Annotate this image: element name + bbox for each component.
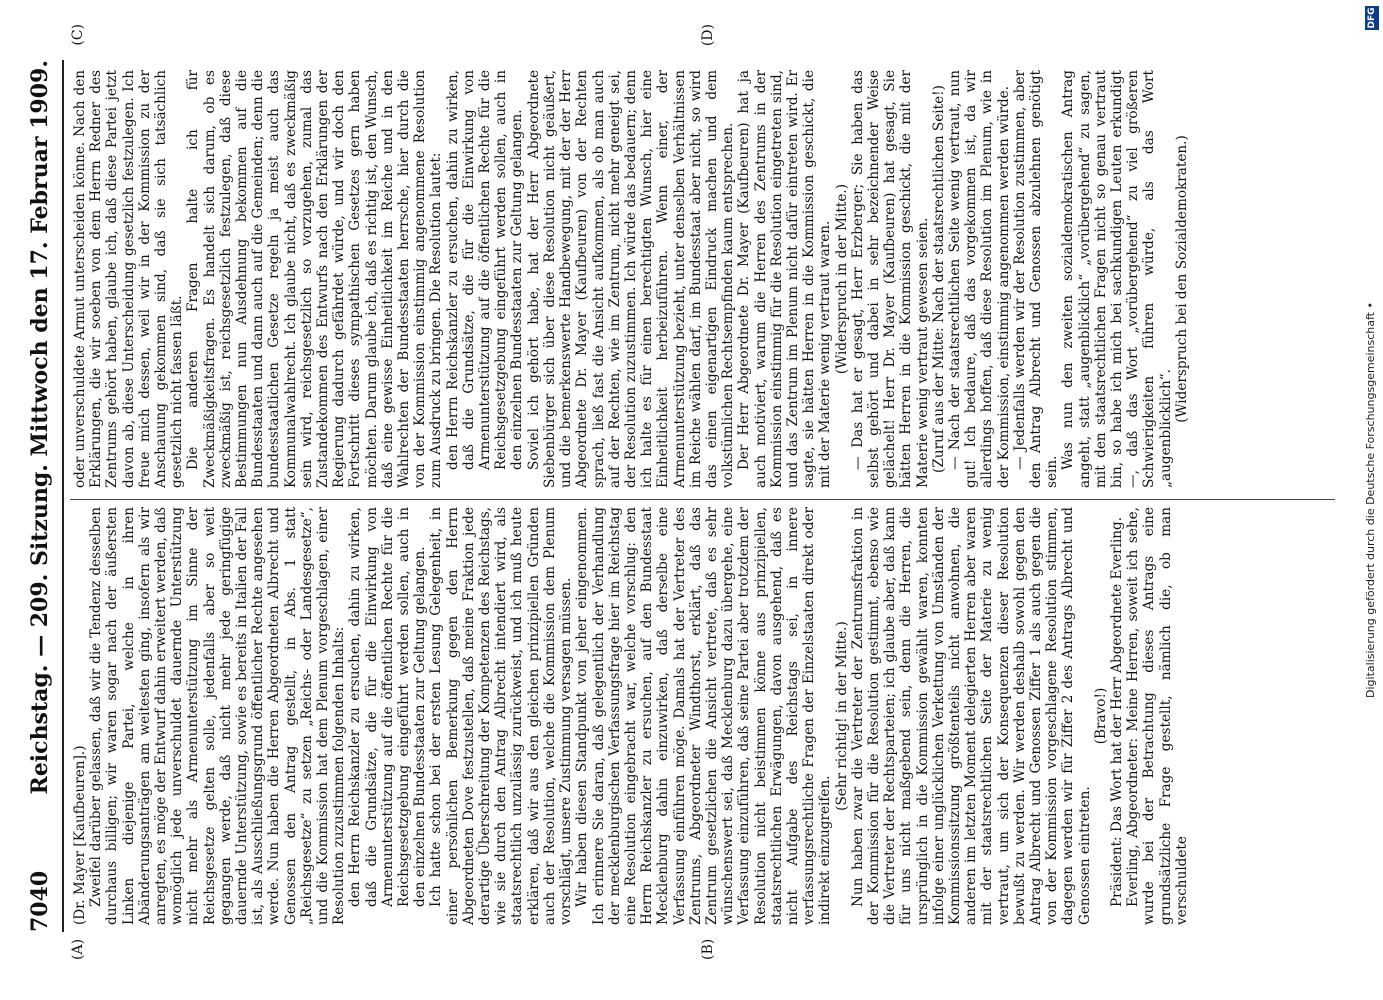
resolution-quote: den Herrn Reichskanzler zu ersuchen, dahin zu wirken, daß die Grundsätze, die für die Einwirkung von Armenunterstützung auf die öffentlichen Rechte für die Reichsgesetzgebung eingeführt werden sollen, auch in den einzelnen Bundesstaaten zur Geltung gelangen. <box>347 507 429 907</box>
interjection: (Widerspruch bei den Sozialdemokraten.) <box>1173 135 1190 423</box>
left-column <box>72 507 1332 925</box>
speaker-note: (Dr. Mayer [Kaufbeuren].) <box>72 745 88 925</box>
interjection: (Widerspruch in der Mitte.) <box>833 183 850 375</box>
paragraph: Der Herr Abgeordnete Dr. Mayer (Kaufbeuren) hat ja auch motiviert, warum die Herren des Zentrums in der Kommission einstimmig für die Resolution eingetreten sind, und das Zentrum im Plenum nicht dafür eintreten wird. Er sagte, sie hätten Herren in die Kommission geschickt, die mit der Materie wenig vertraut waren. <box>736 70 834 488</box>
paragraph: Die anderen Fragen halte ich für Zweckmäßigkeitsfragen. Es handelt sich darum, ob es zweckmäßig ist, reichsgesetzlich festzulegen, daß diese Bestimmungen nun Ausdehnung bekommen auf die Bundesstaaten und dann auch auf die Gemeinden; denn die bundesstaatlichen Gesetze regeln ja meist auch das Kommunalwahlrecht. Ich glaube nicht, daß es zweckmäßig sein wird, reichsgesetzlich so vorzugehen, zumal das Zustandekommen des Entwurfs nach den Erklärungen der Regierung dadurch gefährdet würde, und wir doch den Fortschritt dieses sympathischen Gesetzes gern haben möchten. Darum glaube ich, daß es richtig ist, den Wunsch, daß eine gewisse Einheitlichkeit im Reiche und in den Wahlrechten der Bundesstaaten herrsche, hier durch die von der Kommission einstimmig angenommene Resolution zum Ausdruck zu bringen. Die Resolution lautet: <box>185 70 445 488</box>
right-column <box>72 70 1332 488</box>
running-title: Reichstag. — 209. Sitzung. Mittwoch den 17. Februar 1909. <box>27 60 53 795</box>
paragraph: Zweifel darüber gelassen, daß wir die Tendenz desselben durchaus billigen; wir waren sogar nach der äußersten Linken diejenige Partei, welche in ihren Abänderungsanträgen am weitesten ging, insofern als wir anregten, es möge der Entwurf dahin erweitert werden, daß womöglich jede unverschuldet dauernde Unterstützung nicht mehr als Armenunterstützung im Sinne der Reichsgesetze gelten solle, jedenfalls aber so weit gegangen werde, daß nicht mehr jede geringfügige dauernde Unterstützung, sowie es bereits in Italien der Fall ist, als Ausschließungsgrund öffentlicher Rechte angesehen werde. Nun haben die Herren Abgeordneten Albrecht und Genossen den Antrag gestellt, in Abs. 1 statt „Reichsgesetze“ zu setzen „Reichs- oder Landesgesetze“, und die Kommission hat dem Plenum vorgeschlagen, einer Resolution zuzustimmen folgenden Inhalts: <box>88 507 348 925</box>
paragraph: Soviel ich gehört habe, hat der Herr Abgeordnete Siebenbürger sich über diese Resolution nicht geäußert, und die bemerkenswerte Handbewegung, mit der der Herr Abgeordnete Dr. Mayer (Kaufbeuren) von der Rechten sprach, ließ fast die Ansicht aufkommen, als ob man auch auf der Rechten, wie im Zentrum, nicht mehr geneigt sei, der Resolution zuzustimmen. Ich würde das bedauern; denn ich halte es für einen berechtigten Wunsch, hier eine Einheitlichkeit herbeizuführen. Wenn einer, der Armenunterstützung bezieht, unter denselben Verhältnissen im Reiche wählen darf, im Bundesstaat aber nicht, so wird das einen eigenartigen Eindruck machen und dem volkstümlichen Rechtsempfinden kaum entsprechen. <box>525 70 737 488</box>
dfg-logo: DFG <box>1367 7 1377 29</box>
page-number: 7040 <box>27 870 53 932</box>
margin-marker-d: (D) <box>700 24 716 47</box>
credit-text: Digitalisierung gefördert durch die Deutsche Forschungsgemeinschaft • <box>1364 302 1377 698</box>
column-divider <box>70 499 1335 500</box>
page-header <box>22 60 58 932</box>
interjection: (Sehr richtig! in der Mitte.) <box>833 621 850 811</box>
paragraph: — Jedenfalls werden wir der Resolution zustimmen, aber den Antrag Albrecht und Genossen abzulehnen genötigt sein. <box>1011 70 1061 488</box>
paragraph: Wir haben diesen Standpunkt von jeher eingenommen. Ich erinnere Sie daran, daß gelegentlich der Verhandlung der mecklenburgischen Verfassungsfrage hier im Reichstag eine Resolution eingebracht war, welche vorschlug: den Herrn Reichskanzler zu ersuchen, auf den Bundesstaat Mecklenburg dahin einzuwirken, daß derselbe eine Verfassung einführen möge. Damals hat der Vertreter des Zentrums, Abgeordneter Windthorst, erklärt, daß das Zentrum gesetzlichen die Ansicht vertrete, daß es sehr wünschenswert sei, daß Mecklenburg dazu übergehe, eine Verfassung einzuführen, daß seine Partei aber trotzdem der Resolution nicht beistimmen könne aus prinzipiellen, staatsrechtlichen Erwägungen, davon ausgehend, daß es nicht Aufgabe des Reichstags sei, in innere verfassungsrechtliche Fragen der Einzelstaaten direkt oder indirekt einzugreifen. <box>574 507 834 925</box>
paragraph: — Nach der staatsrechtlichen Seite wenig vertraut, nun gut! Ich bedaure, daß das vorgekommen ist, da wir allerdings hoffen, daß diese Resolution im Plenum, wie in der Kommission, einstimmig angenommen werden würde. <box>946 70 1012 488</box>
paragraph: oder unverschuldete Armut unterscheiden könne. Nach den Erklärungen, die wir soeben von dem Herrn Redner des Zentrums gehört haben, glaube ich, daß diese Partei jetzt davon ab, diese Unterscheidung gesetzlich festzulegen. Ich freue mich dessen, weil wir in der Kommission zu der Anschauung gekommen sind, daß sie sich tatsächlich gesetzlich nicht fassen läßt. <box>72 70 186 488</box>
interjection: (Bravo!) <box>1092 687 1109 745</box>
header-rule <box>62 60 64 932</box>
speaker-paragraph: Everling, Abgeordneter: Meine Herren, soweit ich sehe, wurde bei der Betrachtung dieses Antrags eine grundsätzliche Frage gestellt, nämlich die, ob man verschuldete <box>1125 507 1190 925</box>
paragraph: Was nun den zweiten sozialdemokratischen Antrag angeht, statt „augenblicklich“ „vorübergehend“ zu sagen, mit den staatsrechtlichen Fragen nicht so genau vertraut bin, so habe ich mich bei sachkundigen Leuten erkundigt —, daß das Wort „vorübergehend“ zu viel größeren Schwierigkeiten führen würde, als das Wort „augenblicklich“. <box>1060 70 1174 488</box>
interjection: (Zuruf aus der Mitte: Nach der staatsrechtlichen Seite!) <box>930 85 947 473</box>
paragraph: Nun haben zwar die Vertreter der Zentrumsfraktion in der Kommission für die Resolution gestimmt, ebenso wie die Vertreter der Rechtsparteien; ich glaube aber, daß kann für uns nicht maßgebend sein, denn die Herren, die ursprünglich in die Kommission gewählt waren, konnten infolge einer unglücklichen Verkettung von Umständen der Kommissionssitzung größtenteils nicht anwohnen, die anderen im letzten Moment delegierten Herren aber waren mit der staatsrechtlichen Seite der Materie zu wenig vertraut, um sich der Konsequenzen dieser Resolution bewußt zu werden. Wir werden deshalb sowohl gegen den Antrag Albrecht und Genossen Ziffer 1 als auch gegen die von der Kommission vorgeschlagene Resolution stimmen, dagegen werden wir für Ziffer 2 des Antrags Albrecht und Genossen eintreten. <box>849 507 1093 925</box>
digitization-credit <box>1364 0 1377 1000</box>
margin-marker-b: (B) <box>700 938 716 960</box>
margin-marker-c: (C) <box>70 24 86 46</box>
speaker-paragraph: Präsident: Das Wort hat der Herr Abgeordnete Everling. <box>1109 516 1125 907</box>
margin-marker-a: (A) <box>70 938 86 960</box>
resolution-quote: den Herrn Reichskanzler zu ersuchen, dahin zu wirken, daß die Grundsätze, die für die Einwirkung von Armenunterstützung auf die öffentlichen Rechte für die Reichsgesetzgebung eingeführt werden sollen, auch in den einzelnen Bundesstaaten zur Geltung gelangen. <box>444 70 526 470</box>
paragraph: — Das hat er gesagt, Herr Erzberger; Sie haben das selbst gehört und dabei in sehr bezeichnender Weise gelächelt! Herr Dr. Mayer (Kaufbeuren) hat gesagt, Sie hätten Herren in die Kommission geschickt, die mit der Materie wenig vertraut gewesen seien. <box>849 70 931 488</box>
paragraph: Ich hatte schon bei der ersten Lesung Gelegenheit, in einer persönlichen Bemerkung gegen den Herrn Abgeordneten Dove festzustellen, daß meine Fraktion jede derartige Überschreitung der Kompetenzen des Reichstags, wie sie durch den Antrag Albrecht intendiert wird, als staatsrechtlich unzulässig zurückweist, und ich muß heute erklären, daß wir aus den gleichen prinzipiellen Gründen auch der Resolution, welche die Kommission dem Plenum vorschlägt, unsere Zustimmung versagen müssen. <box>428 507 575 925</box>
